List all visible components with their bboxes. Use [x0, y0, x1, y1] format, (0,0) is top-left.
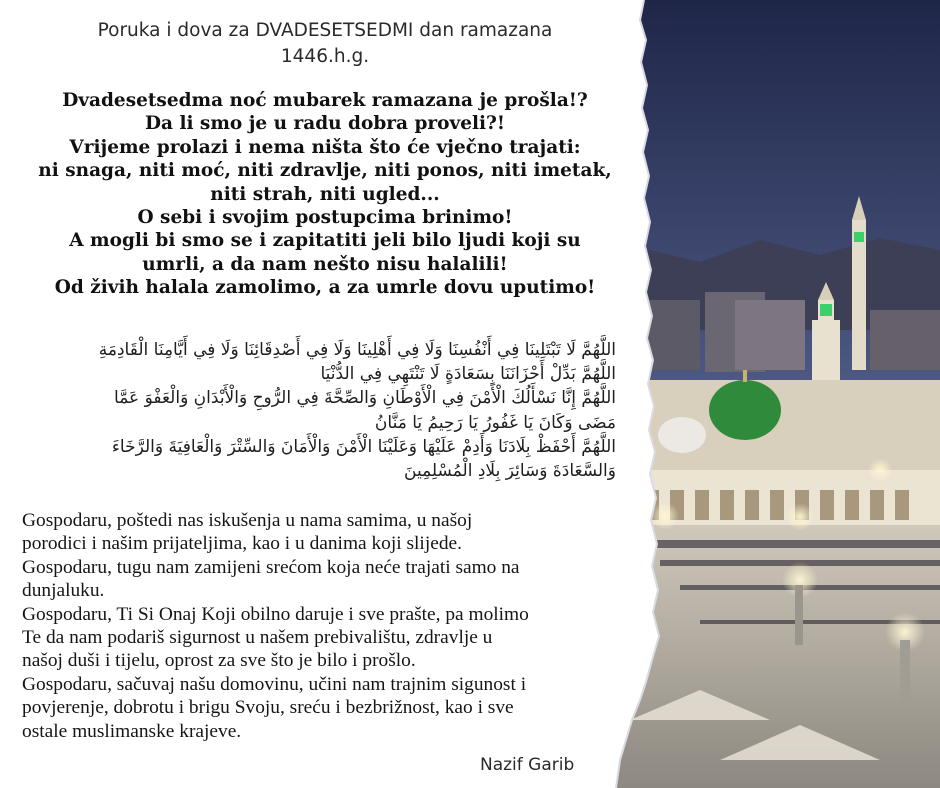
prayer-line: dunjaluku.	[22, 580, 105, 602]
title-line: 1446.h.g.	[280, 46, 370, 67]
bosnian-prayer	[22, 509, 642, 743]
arabic-line: اللَّهُمَّ أَحْفَظْ بِلَادَنَا وَأَدِمْ عَلَيْهَا وَعَلَيْنَا الْأَمْنَ وَالْأَمَانَ وَالسِّتْرَ وَالْعَافِيَةَ وَالرَّخَاءَ	[111, 436, 616, 457]
author-signature: Nazif Garib	[480, 755, 575, 775]
prayer-line: povjerenje, dobrotu i brigu Svoju, sreću i bezbrižnost, kao i sve	[22, 697, 514, 719]
message-line: ni snaga, niti moć, niti zdravlje, niti ponos, niti imetak,	[38, 160, 612, 182]
message-line: Da li smo je u radu dobra proveli?!	[144, 113, 506, 135]
arabic-line: اللَّهُمَّ لَا تَبْتَلِينَا فِي أَنْفُسِنَا وَلَا فِي أَهْلِينَا وَلَا فِي أَصْدِقَائِنَا وَلَا فِي أَيَّامِنَا الْقَادِمَةِ	[98, 340, 616, 360]
message-line: A mogli bi smo se i zapitatiti jeli bilo ljudi koji su	[69, 230, 581, 252]
prayer-line: Gospodaru, tugu nam zamijeni srećom koja neće trajati samo na	[22, 556, 520, 578]
message-line: Dvadesetsedma noć mubarek ramazana je prošla!?	[62, 90, 588, 111]
page-title	[40, 18, 610, 70]
prayer-line: Gospodaru, poštedi nas iskušenja u nama samima, u našoj	[22, 510, 473, 531]
prayer-line: ostale muslimanske krajeve.	[22, 720, 242, 742]
message-line: Vrijeme prolazi i nema ništa što će vječno trajati:	[69, 136, 581, 158]
arabic-line: اللَّهُمَّ بَدِّلْ أَحْزَانَنَا بِسَعَادَةٍ لَا تَنْتَهِي فِي الدُّنْيَا	[320, 364, 616, 385]
prayer-line: Te da nam podariš sigurnost u našem prebivalištu, zdravlje u	[22, 627, 493, 649]
message-block	[10, 89, 640, 300]
prayer-line: Gospodaru, Ti Si Onaj Koji obilno daruje i sve prašte, pa molimo	[22, 603, 529, 625]
prayer-line: porodici i našim prijateljima, kao i u danima koji slijede.	[22, 533, 462, 555]
arabic-dua	[24, 338, 616, 483]
title-line: Poruka i dova za DVADESETSEDMI dan ramazana	[97, 20, 553, 41]
message-line: niti strah, niti ugled...	[210, 183, 440, 205]
prayer-line: našoj duši i tijelu, oprost za sve što je bilo i prošlo.	[22, 650, 416, 672]
prayer-line: Gospodaru, sačuvaj našu domovinu, učini nam trajnim sigunost i	[22, 673, 527, 695]
arabic-line: اللَّهُمَّ إِنَّا نَسْأَلُكَ الْأَمْنَ فِي الْأَوْطَانِ وَالصِّحَّةَ فِي الرُّوحِ وَالْأَبْدَانِ وَالْعَفْوَ عَمَّا	[114, 388, 616, 409]
message-line: O sebi i svojim postupcima brinimo!	[137, 207, 513, 229]
arabic-line: وَالسَّعَادَةَ وَسَائِرَ بِلَادِ الْمُسْلِمِينَ	[404, 461, 616, 482]
arabic-line: مَضَى وَكَانَ يَا غَفُورُ يَا رَحِيمُ يَا مَنَّانُ	[374, 412, 616, 433]
message-line: Od živih halala zamolimo, a za umrle dovu uputimo!	[54, 277, 596, 299]
message-line: umrli, a da nam nešto nisu halalili!	[142, 253, 508, 275]
